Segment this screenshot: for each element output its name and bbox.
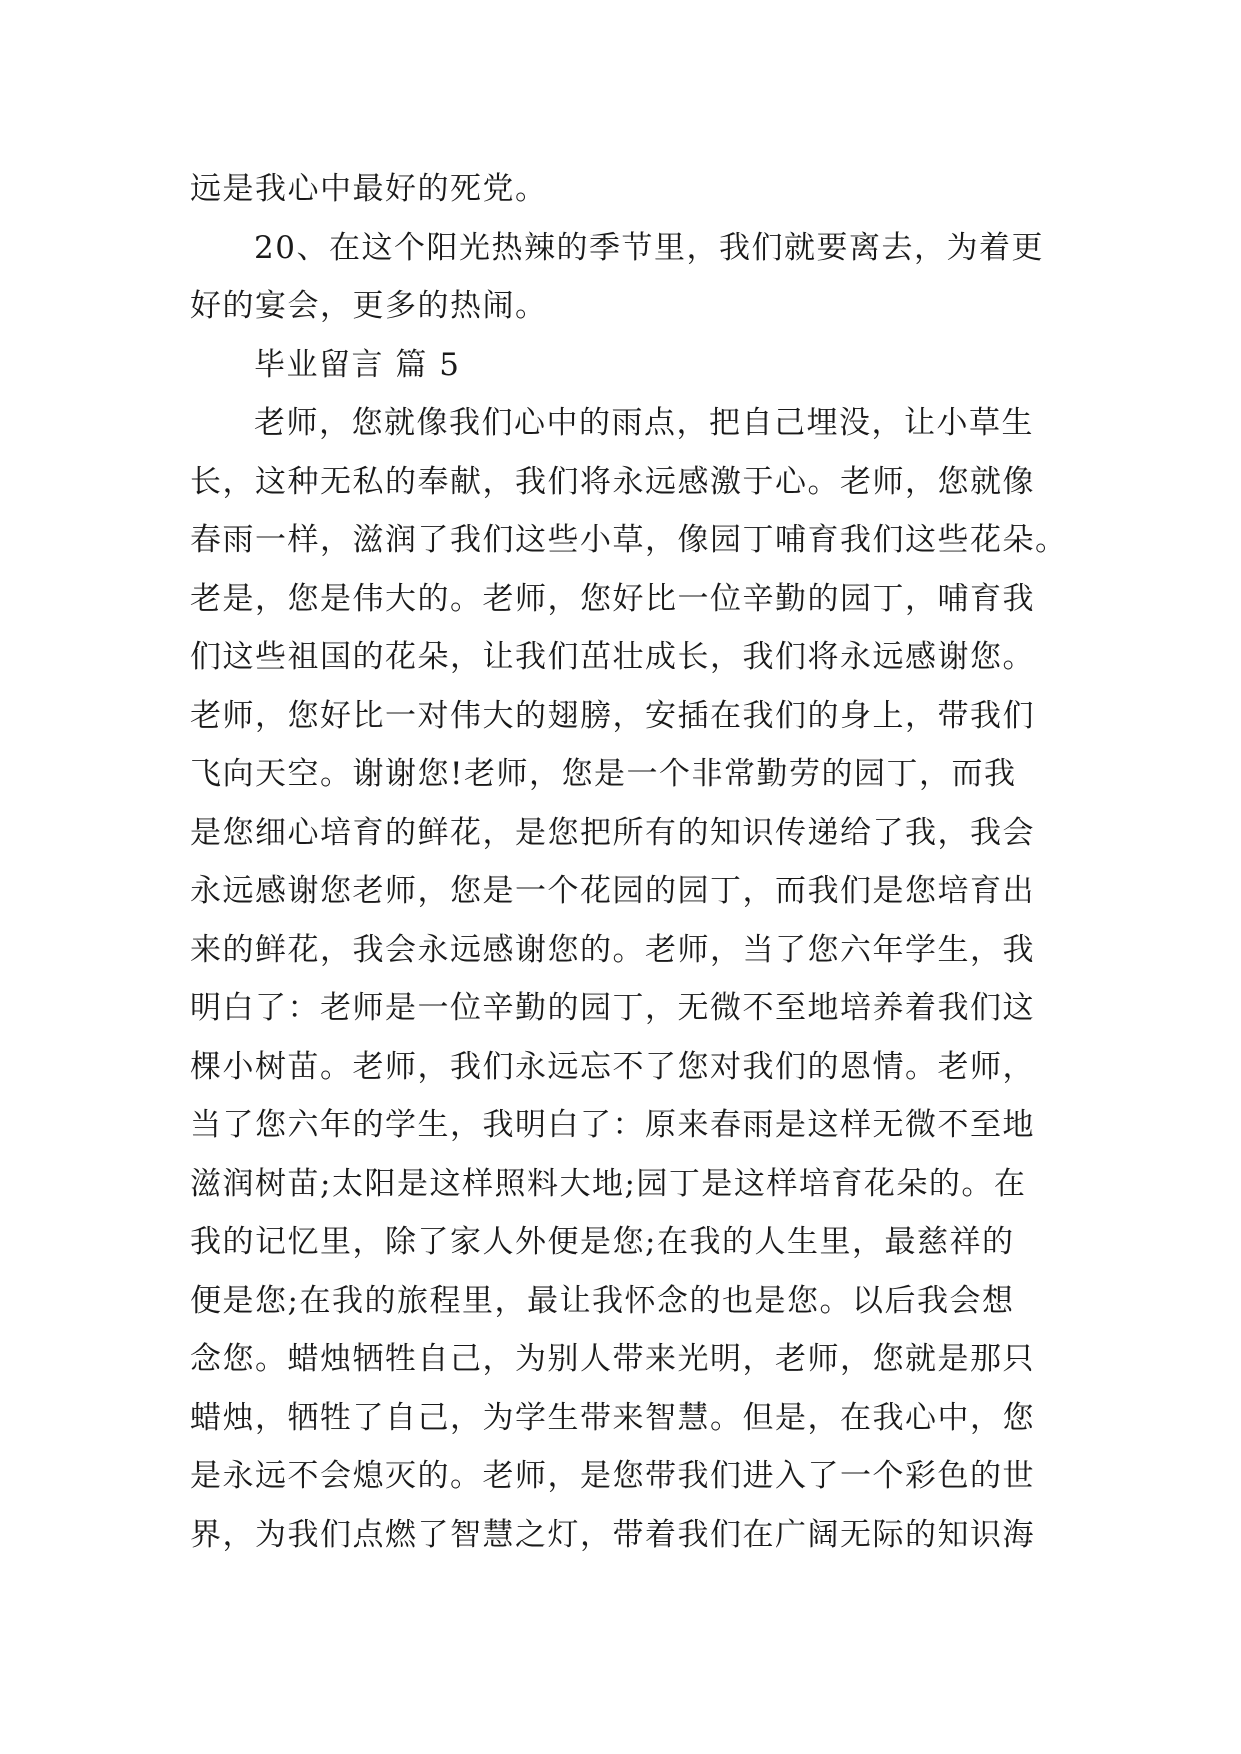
text-line: 好的宴会，更多的热闹。 (190, 288, 548, 324)
text-line: 永远感谢您老师，您是一个花园的园丁，而我们是您培育出 (190, 873, 1035, 909)
text-line: 们这些祖国的花朵，让我们茁壮成长，我们将永远感谢您。 (190, 639, 1035, 675)
text-line: 明白了：老师是一位辛勤的园丁，无微不至地培养着我们这 (190, 990, 1035, 1026)
text-line: 春雨一样，滋润了我们这些小草，像园丁哺育我们这些花朵。 (190, 522, 1068, 558)
text-line: 是您细心培育的鲜花，是您把所有的知识传递给了我，我会 (190, 814, 1035, 851)
text-line: 老是，您是伟大的。老师，您好比一位辛勤的园丁，哺育我 (190, 580, 1035, 617)
text-line: 来的鲜花，我会永远感谢您的。老师，当了您六年学生，我 (190, 931, 1035, 968)
text-line: 是永远不会熄灭的。老师，是您带我们进入了一个彩色的世 (190, 1458, 1035, 1494)
text-line: 便是您;在我的旅程里，最让我怀念的也是您。以后我会想 (190, 1282, 1015, 1319)
text-line: 老师，您好比一对伟大的翅膀，安插在我们的身上，带我们 (190, 697, 1035, 734)
section-heading: 毕业留言 篇 5 (254, 346, 461, 383)
text-line: 滋润树苗;太阳是这样照料大地;园丁是这样培育花朵的。在 (190, 1165, 1027, 1202)
text-line: 蜡烛，牺牲了自己，为学生带来智慧。但是，在我心中，您 (190, 1399, 1035, 1436)
text-line: 念您。蜡烛牺牲自己，为别人带来光明，老师，您就是那只 (190, 1341, 1035, 1377)
text-line: 界，为我们点燃了智慧之灯，带着我们在广阔无际的知识海 (190, 1516, 1035, 1553)
body-text (190, 160, 1068, 1564)
text-line: 我的记忆里，除了家人外便是您;在我的人生里，最慈祥的 (190, 1224, 1015, 1260)
text-line: 棵小树苗。老师，我们永远忘不了您对我们的恩情。老师， (190, 1048, 1035, 1085)
text-line: 老师，您就像我们心中的雨点，把自己埋没，让小草生 (254, 405, 1034, 441)
text-line: 飞向天空。谢谢您!老师，您是一个非常勤劳的园丁，而我 (190, 756, 1017, 792)
text-line: 远是我心中最好的死党。 (190, 171, 548, 207)
text-line: 20、在这个阳光热辣的季节里，我们就要离去，为着更 (254, 229, 1044, 266)
text-line: 当了您六年的学生，我明白了：原来春雨是这样无微不至地 (190, 1107, 1035, 1143)
text-line: 长，这种无私的奉献，我们将永远感激于心。老师，您就像 (190, 463, 1035, 500)
